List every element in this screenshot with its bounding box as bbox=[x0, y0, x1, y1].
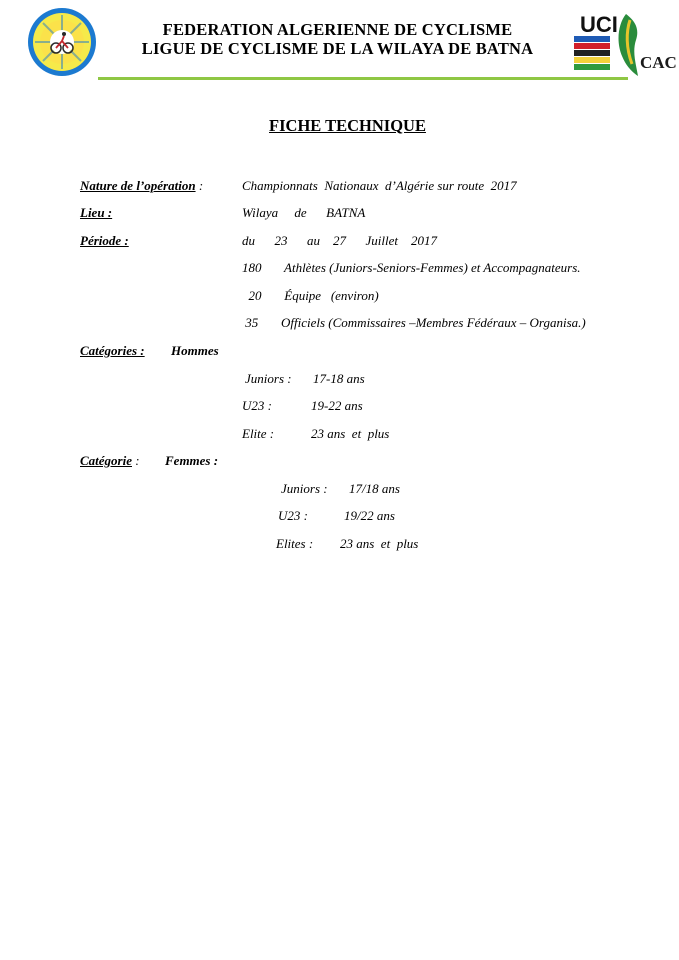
uci-text: UCI bbox=[580, 12, 618, 37]
femmes-row-name: Elites : bbox=[276, 536, 314, 551]
periode-dates: du 23 au 27 Juillet 2017 bbox=[242, 233, 437, 248]
periode-equipes: 20 Équipe (environ) bbox=[242, 288, 379, 303]
uci-cac-logo-icon bbox=[570, 6, 676, 82]
nature-label: Nature de l’opération bbox=[80, 178, 196, 193]
categories-femmes-label-row bbox=[80, 453, 140, 469]
hommes-row-value: 17-18 ans bbox=[313, 371, 365, 386]
hommes-row-name: Juniors : bbox=[245, 371, 292, 386]
femmes-row-name: Juniors : bbox=[281, 481, 328, 496]
cac-text: CAC bbox=[640, 53, 676, 72]
page-title: FICHE TECHNIQUE bbox=[269, 116, 426, 135]
periode-athletes: 180 Athlètes (Juniors-Seniors-Femmes) et Accompagnateurs. bbox=[242, 260, 581, 275]
femmes-row-value: 23 ans et plus bbox=[340, 536, 419, 551]
categories-hommes-label: Catégories : bbox=[80, 343, 145, 358]
periode-label: Période : bbox=[80, 233, 129, 248]
hommes-row-name: Elite : bbox=[242, 426, 275, 441]
categories-femmes-group: Femmes : bbox=[165, 453, 219, 468]
nature-separator: : bbox=[195, 178, 204, 193]
nature-label-row bbox=[80, 178, 203, 194]
nature-value: Championnats Nationaux d’Algérie sur route 2017 bbox=[242, 178, 517, 193]
femmes-row-value: 19/22 ans bbox=[344, 508, 395, 523]
lieu-value: Wilaya de BATNA bbox=[242, 205, 366, 220]
federation-title: FEDERATION ALGERIENNE DE CYCLISME bbox=[162, 20, 513, 39]
hommes-row-name: U23 : bbox=[242, 398, 272, 413]
ligue-title: LIGUE DE CYCLISME DE LA WILAYA DE BATNA bbox=[141, 39, 534, 58]
hommes-row-value: 19-22 ans bbox=[311, 398, 363, 413]
periode-officiels: 35 Officiels (Commissaires –Membres Fédéraux – Organisa.) bbox=[242, 315, 586, 330]
femmes-row-name: U23 : bbox=[278, 508, 308, 523]
header-divider bbox=[98, 77, 628, 80]
federation-logo-icon bbox=[26, 6, 98, 78]
hommes-row-value: 23 ans et plus bbox=[311, 426, 390, 441]
categories-femmes-label: Catégorie bbox=[80, 453, 132, 468]
lieu-label: Lieu : bbox=[80, 205, 113, 220]
categories-femmes-separator: : bbox=[132, 453, 140, 468]
femmes-row-value: 17/18 ans bbox=[349, 481, 400, 496]
categories-hommes-group: Hommes bbox=[171, 343, 219, 358]
